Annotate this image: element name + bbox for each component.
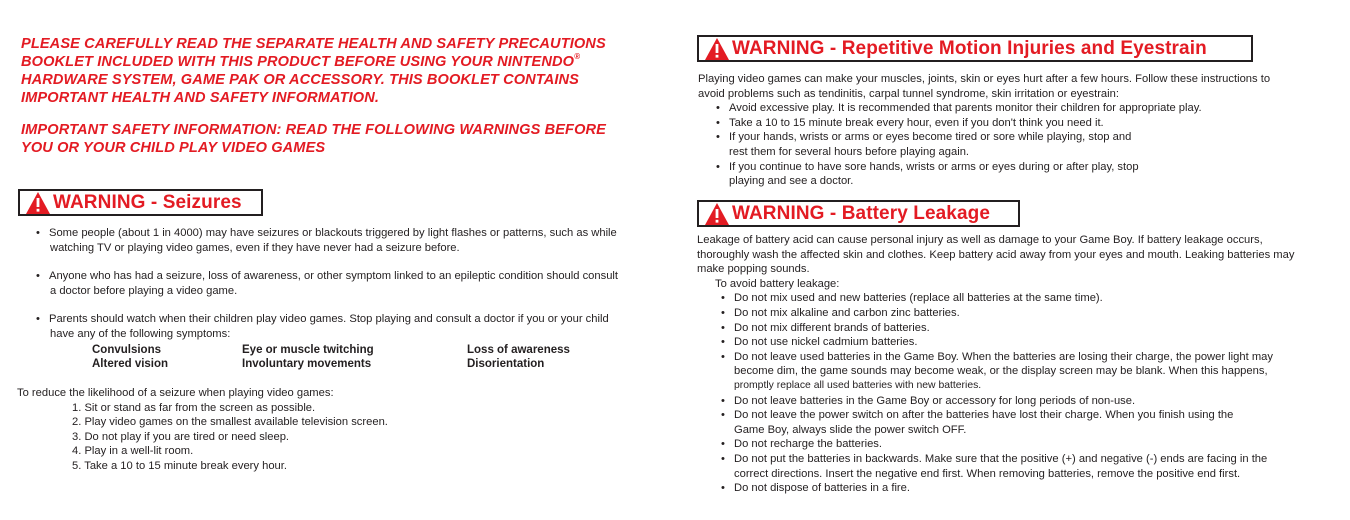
rsi-bullets	[698, 101, 1338, 189]
heading-text: WARNING - Repetitive Motion Injuries and Eyestrain	[732, 37, 1207, 59]
heading-text: WARNING - Seizures	[53, 191, 242, 213]
intro-line: PLEASE CAREFULLY READ THE SEPARATE HEALTH AND SAFETY PRECAUTIONS	[21, 36, 606, 52]
warning-triangle-icon	[705, 38, 729, 60]
list-item: • Do not leave used batteries in the Game Boy. When the batteries are losing their charge, the power light may become dim, the game sounds may become weak, or the display screen may be blank. When this happens, promptly replace all used batteries with new batteries.	[734, 350, 1342, 394]
list-item: • Parents should watch when their children play video games. Stop playing and consult a doctor if you or your child have any of the following symptoms:	[49, 312, 669, 341]
list-item: • Some people (about 1 in 4000) may have seizures or blackouts triggered by light flashes or patterns, such as while watching TV or playing video games, even if they have never had a seizure before.	[49, 226, 669, 255]
intro-notice	[21, 35, 606, 157]
list-item: • Take a 10 to 15 minute break every hour, even if you don't think you need it.	[729, 116, 1338, 131]
list-item: • Do not leave the power switch on after the batteries have lost their charge. When you finish using the Game Boy, always slide the power switch OFF.	[734, 408, 1342, 437]
avoid-intro: To avoid battery leakage:	[715, 277, 840, 290]
paragraph-line: thoroughly wash the affected skin and clothes. Keep battery acid away from your eyes and mouth. Leaking batteries may	[697, 248, 1295, 261]
list-item: 3. Do not play if you are tired or need sleep.	[72, 430, 290, 443]
warning-rsi-heading	[697, 35, 1253, 62]
seizure-reduce-section	[17, 386, 637, 474]
symptom: Loss of awareness	[467, 344, 570, 356]
paragraph-line: make popping sounds.	[697, 263, 810, 276]
list-item: 2. Play video games on the smallest available television screen.	[72, 416, 388, 429]
registered-mark: ®	[574, 52, 581, 61]
seizure-bullets	[49, 226, 669, 342]
list-item: 5. Take a 10 to 15 minute break every hour.	[72, 459, 287, 472]
list-item: • Do not put the batteries in backwards. Make sure that the positive (+) and negative (-) ends are facing in the correct directions. Insert the negative end first. When removing batteries, remove the positive end first.	[734, 452, 1342, 481]
list-item: • If your hands, wrists or arms or eyes become tired or sore while playing, stop and rest them for several hours before playing again.	[729, 130, 1338, 159]
symptom: Altered vision	[92, 358, 169, 370]
warning-battery-heading	[697, 200, 1020, 227]
battery-bullets	[697, 291, 1342, 495]
list-item: • Do not mix different brands of batteries.	[734, 321, 1342, 336]
intro-line: IMPORTANT HEALTH AND SAFETY INFORMATION.	[21, 90, 380, 106]
intro-line: YOU OR YOUR CHILD PLAY VIDEO GAMES	[21, 140, 326, 156]
list-item: • If you continue to have sore hands, wrists or arms or eyes during or after play, stop playing and see a doctor.	[729, 160, 1338, 189]
intro-line: IMPORTANT SAFETY INFORMATION: READ THE FOLLOWING WARNINGS BEFORE	[21, 122, 606, 138]
list-item: 4. Play in a well-lit room.	[72, 445, 194, 458]
list-item: • Do not leave batteries in the Game Boy or accessory for long periods of non-use.	[734, 394, 1342, 409]
list-item: • Anyone who has had a seizure, loss of awareness, or other symptom linked to an epileptic condition should consult a doctor before playing a video game.	[49, 269, 669, 298]
reduce-intro: To reduce the likelihood of a seizure when playing video games:	[17, 387, 334, 399]
intro-line: BOOKLET INCLUDED WITH THIS PRODUCT BEFORE USING YOUR NINTENDO®	[21, 52, 581, 70]
list-item: • Do not dispose of batteries in a fire.	[734, 481, 1342, 496]
paragraph-line: avoid problems such as tendinitis, carpal tunnel syndrome, skin irritation or eyestrain:	[698, 87, 1119, 100]
list-item: • Do not use nickel cadmium batteries.	[734, 335, 1342, 350]
warning-seizures-heading	[18, 189, 263, 216]
paragraph-line: Leakage of battery acid can cause personal injury as well as damage to your Game Boy. If battery leakage occurs,	[697, 234, 1263, 246]
symptoms-grid	[18, 343, 638, 373]
intro-line: HARDWARE SYSTEM, GAME PAK OR ACCESSORY. THIS BOOKLET CONTAINS	[21, 72, 580, 88]
paragraph-line: Playing video games can make your muscles, joints, skin or eyes hurt after a few hours. Follow these instructions to	[698, 73, 1271, 85]
symptom: Involuntary movements	[242, 358, 372, 370]
heading-text: WARNING - Battery Leakage	[732, 202, 991, 224]
symptom: Disorientation	[467, 358, 545, 370]
symptom: Eye or muscle twitching	[242, 344, 374, 356]
list-item: • Avoid excessive play. It is recommended that parents monitor their children for appropriate play.	[729, 101, 1338, 116]
seizure-steps	[17, 401, 637, 474]
list-item: 1. Sit or stand as far from the screen as possible.	[72, 401, 316, 414]
rsi-body	[698, 72, 1338, 189]
warning-triangle-icon	[26, 192, 50, 214]
symptom: Convulsions	[92, 344, 162, 356]
warning-triangle-icon	[705, 203, 729, 225]
list-item: • Do not mix used and new batteries (replace all batteries at the same time).	[734, 291, 1342, 306]
list-item: • Do not mix alkaline and carbon zinc batteries.	[734, 306, 1342, 321]
battery-body	[697, 233, 1342, 496]
list-item: • Do not recharge the batteries.	[734, 437, 1342, 452]
